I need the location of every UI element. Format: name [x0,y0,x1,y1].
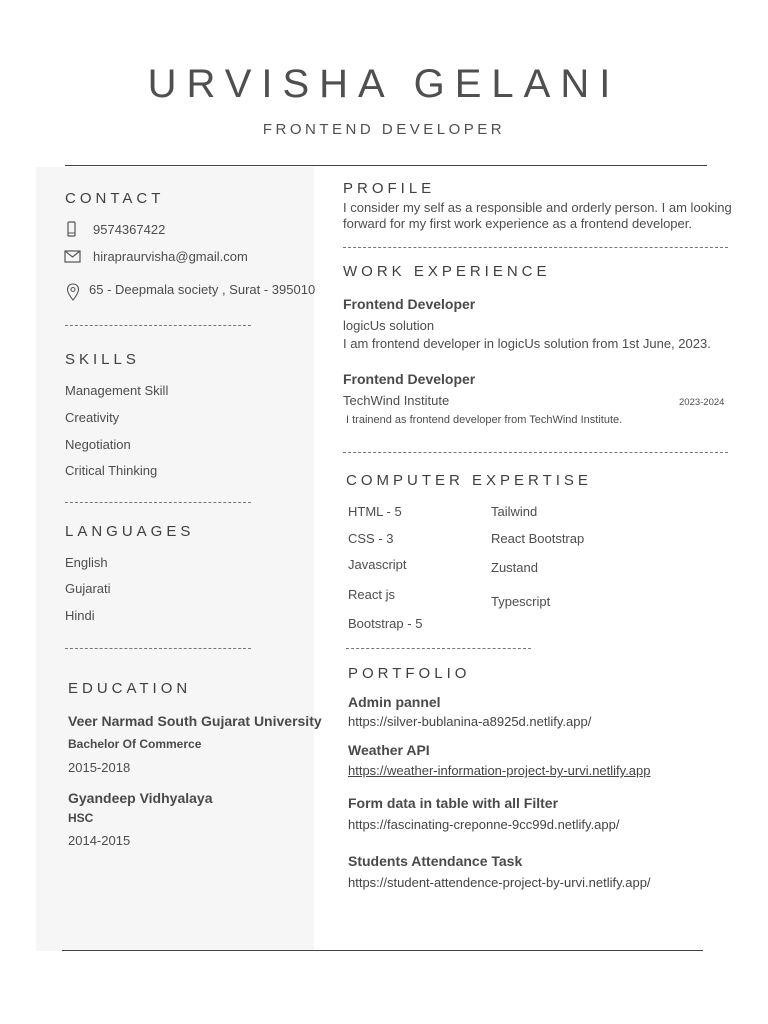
mail-icon [64,250,82,268]
expertise-item: React Bootstrap [491,531,585,546]
skills-heading: SKILLS [65,351,140,368]
profile-text [343,200,733,232]
education-school: Gyandeep Vidhyalaya [68,790,213,806]
location-pin-icon [66,283,80,306]
profile-heading: PROFILE [343,180,436,197]
profile-line: forward for my first work experience as a frontend developer. [343,216,692,231]
contact-address: 65 - Deepmala society , Surat - 395010 [89,282,316,297]
skill-item: Critical Thinking [65,463,158,478]
resume-name: URVISHA GELANI [147,62,621,106]
contact-phone[interactable]: 9574367422 [93,222,166,237]
header-divider [65,165,707,166]
expertise-item: Javascript [348,557,407,572]
project-title: Admin pannel [348,694,441,710]
divider [65,648,251,649]
skill-item: Management Skill [65,383,169,398]
phone-icon [65,221,79,243]
divider [346,648,531,649]
education-heading: EDUCATION [68,680,192,697]
job-description: I trainend as frontend developer from TechWind Institute. [346,414,623,426]
expertise-item: React js [348,587,395,602]
language-item: Gujarati [65,581,111,596]
education-school: Veer Narmad South Gujarat University [68,713,322,729]
job-title: Frontend Developer [343,296,476,312]
expertise-heading: COMPUTER EXPERTISE [346,472,592,489]
education-years: 2014-2015 [68,833,131,848]
job-years: 2023-2024 [679,397,725,408]
project-link[interactable]: https://student-attendence-project-by-urvi.netlify.app/ [348,875,651,890]
footer-divider [62,950,703,951]
language-item: English [65,555,108,570]
divider [65,502,251,503]
job-company: TechWind Institute [343,393,450,408]
job-description: I am frontend developer in logicUs solution from 1st June, 2023. [343,336,711,351]
expertise-item: Bootstrap - 5 [348,616,423,631]
education-degree: Bachelor Of Commerce [68,737,202,751]
languages-heading: LANGUAGES [65,523,195,540]
project-title: Form data in table with all Filter [348,795,559,811]
skill-item: Negotiation [65,437,131,452]
project-link[interactable]: https://fascinating-creponne-9cc99d.netlify.app/ [348,817,620,832]
education-degree: HSC [68,811,94,825]
divider [343,452,728,453]
skill-item: Creativity [65,410,120,425]
expertise-item: Tailwind [491,504,538,519]
work-heading: WORK EXPERIENCE [343,263,551,280]
job-title: Frontend Developer [343,371,476,387]
project-title: Students Attendance Task [348,853,523,869]
resume-title: FRONTEND DEVELOPER [262,121,506,138]
profile-line: I consider my self as a responsible and orderly person. I am looking [343,200,732,215]
portfolio-heading: PORTFOLIO [348,665,471,682]
contact-heading: CONTACT [65,190,165,207]
expertise-item: Zustand [491,560,538,575]
expertise-item: HTML - 5 [348,504,402,519]
divider [343,247,728,248]
language-item: Hindi [65,608,95,623]
education-years: 2015-2018 [68,760,131,775]
job-company: logicUs solution [343,318,435,333]
expertise-item: CSS - 3 [348,531,394,546]
project-title: Weather API [348,742,430,758]
contact-email[interactable]: hirapraurvisha@gmail.com [93,249,248,264]
divider [65,325,251,326]
project-link[interactable]: https://weather-information-project-by-urvi.netlify.app [348,763,651,778]
project-link[interactable]: https://silver-bublanina-a8925d.netlify.app/ [348,714,592,729]
expertise-item: Typescript [491,594,551,609]
